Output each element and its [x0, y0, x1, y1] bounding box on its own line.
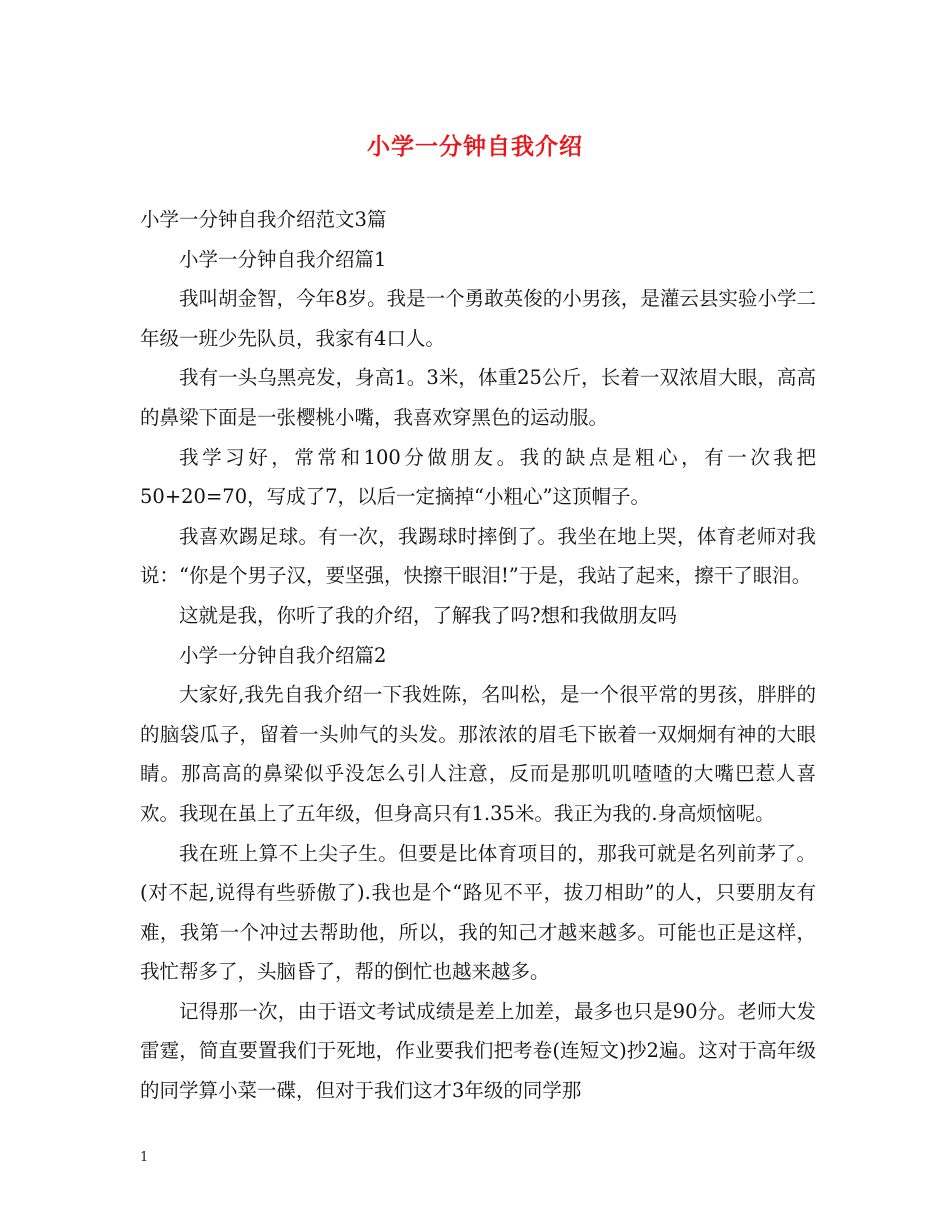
document-body: [140, 200, 816, 1111]
paragraph: 我喜欢踢足球。有一次，我踢球时摔倒了。我坐在地上哭，体育老师对我说：“你是个男子汉，要坚强，快擦干眼泪!”于是，我站了起来，擦干了眼泪。: [140, 524, 816, 588]
paragraph: 记得那一次，由于语文考试成绩是差上加差，最多也只是90分。老师大发雷霆，简直要置我们于死地，作业要我们把考卷(连短文)抄2遍。这对于高年级的同学算小菜一碟，但对于我们这才3年级的同学那: [140, 999, 816, 1103]
paragraph: 大家好,我先自我介绍一下我姓陈，名叫松，是一个很平常的男孩，胖胖的的脑袋瓜子，留着一头帅气的头发。那浓浓的眉毛下嵌着一双炯炯有神的大眼睛。那高高的鼻梁似乎没怎么引人注意，反而是那叽叽喳喳的大嘴巴惹人喜欢。我现在虽上了五年级，但身高只有1.35米。我正为我的.身高烦恼呢。: [140, 683, 816, 825]
paragraph: 这就是我，你听了我的介绍，了解我了吗?想和我做朋友吗: [179, 603, 677, 627]
paragraph: 我学习好，常常和100分做朋友。我的缺点是粗心，有一次我把50+20=70，写成了7，以后一定摘掉“小粗心”这顶帽子。: [140, 445, 816, 509]
page-number: 1: [140, 1150, 149, 1165]
section-heading-1: 小学一分钟自我介绍篇1: [179, 247, 387, 271]
document-subtitle: 小学一分钟自我介绍范文3篇: [140, 208, 387, 231]
section-heading-2: 小学一分钟自我介绍篇2: [179, 643, 387, 667]
paragraph: 我在班上算不上尖子生。但要是比体育项目的，那我可就是名列前茅了。(对不起,说得有些骄傲了).我也是个“路见不平，拔刀相助”的人，只要朋友有难，我第一个冲过去帮助他，所以，我的知己才越来越多。可能也正是这样，我忙帮多了，头脑昏了，帮的倒忙也越来越多。: [140, 841, 816, 984]
paragraph: 我叫胡金智，今年8岁。我是一个勇敢英俊的小男孩，是灌云县实验小学二年级一班少先队员，我家有4口人。: [140, 287, 816, 350]
paragraph: 我有一头乌黑亮发，身高1。3米，体重25公斤，长着一双浓眉大眼，高高的鼻梁下面是一张樱桃小嘴，我喜欢穿黑色的运动服。: [140, 366, 816, 429]
document-title: 小学一分钟自我介绍: [367, 133, 583, 160]
